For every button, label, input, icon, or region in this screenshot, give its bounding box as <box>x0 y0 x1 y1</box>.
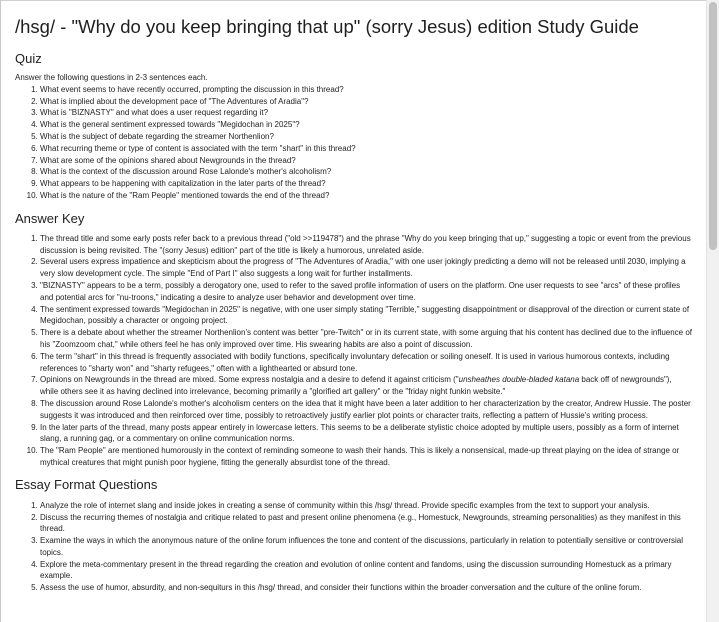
answer-item: 3. "BIZNASTY" appears to be a term, possibly a derogatory one, used to refer to the saved profile information of users on the platform. One user requests to see "arcs" of these profiles and potential arcs for "nu-troons," indicating a desire to analyze user behavior and development over time. <box>40 280 700 304</box>
essay-question: 3. Examine the ways in which the anonymous nature of the online forum influences the tone and content of the discussions, particularly in relation to potentially sensitive or controversial topics. <box>40 535 700 559</box>
quiz-question: 7. What are some of the opinions shared about Newgrounds in the thread? <box>40 155 700 167</box>
window-top-border <box>0 0 719 1</box>
answer-item: 1. The thread title and some early posts refer back to a previous thread ("old >>119478") and the phrase "Why do you keep bringing that up," suggesting a topic or event from the previous discussion is being revisited. The "(sorry Jesus) edition" part of the title is likely a humorous, unrelated aside. <box>40 233 700 257</box>
answer-item: 8. The discussion around Rose Lalonde's mother's alcoholism centers on the idea that it might have been a later addition to her characterization by the creator, Andrew Hussie. The poster suggests it was introduced and then reinforced over time, possibly to retroactively justify earlier plot points or character traits, reflecting a pattern of Hussie's writing process. <box>40 398 700 422</box>
quiz-question: 10. What is the nature of the "Ram People" mentioned towards the end of the thread? <box>40 190 700 202</box>
quiz-question: 3. What is "BIZNASTY" and what does a user request regarding it? <box>40 107 700 119</box>
answer-item: 9. In the later parts of the thread, many posts appear entirely in lowercase letters. This seems to be a deliberate stylistic choice adopted by multiple users, possibly as a form of internet slang, a running gag, or a commentary on online communication norms. <box>40 422 700 446</box>
quiz-instructions: Answer the following questions in 2-3 sentences each. <box>15 73 208 82</box>
quiz-question: 6. What recurring theme or type of content is associated with the term "shart" in this thread? <box>40 143 700 155</box>
quiz-heading: Quiz <box>15 51 42 66</box>
answer-text: Opinions on Newgrounds in the thread are mixed. Some express nostalgia and a desire to defend it against criticism (" <box>40 375 459 385</box>
quiz-question: 8. What is the context of the discussion around Rose Lalonde's mother's alcoholism? <box>40 166 700 178</box>
essay-section <box>15 477 700 594</box>
answer-key-heading: Answer Key <box>15 210 85 226</box>
essay-question: 5. Assess the use of humor, absurdity, and non-sequiturs in this /hsg/ thread, and consider their functions within the broader conversation and the culture of the online forum. <box>40 582 700 594</box>
essay-heading: Essay Format Questions <box>15 476 158 492</box>
essay-question: 4. Explore the meta-commentary present in the thread regarding the creation and evolution of online content and fandoms, using the discussion surrounding Homestuck as a primary example. <box>40 559 700 583</box>
quiz-question-list <box>15 84 700 202</box>
vertical-scrollbar[interactable] <box>706 0 719 622</box>
answer-item: 4. The sentiment expressed towards "Megidochan in 2025" is negative, with one user simply stating "Terrible," suggesting disappointment or disapproval of the direction or current state of Megidochan, possibly a character or ongoing project. <box>40 304 700 328</box>
answer-item: 5. There is a debate about whether the streamer Northenlion's content was better "pre-Twitch" or in its current state, with some arguing that his content has declined due to the influence of his "Zoomzoom chat," while others feel he has only improved over time. His swearing habits are also a point of discussion. <box>40 327 700 351</box>
answer-list <box>15 233 700 469</box>
window-left-border <box>0 0 1 622</box>
quiz-question: 2. What is implied about the development pace of "The Adventures of Aradia"? <box>40 96 700 108</box>
quiz-section <box>15 51 700 202</box>
scrollbar-thumb[interactable] <box>709 2 717 250</box>
quiz-question: 1. What event seems to have recently occurred, prompting the discussion in this thread? <box>40 84 700 96</box>
answer-italic-quote: unsheathes double-bladed katana <box>458 375 580 385</box>
document-title: /hsg/ - "Why do you keep bringing that up" (sorry Jesus) edition Study Guide <box>15 16 639 37</box>
essay-question: 2. Discuss the recurring themes of nostalgia and critique related to past and present online phenomena (e.g., Homestuck, Newgrounds, streaming personalities) as they manifest in this thread. <box>40 512 700 536</box>
answer-item: 2. Several users express impatience and skepticism about the progress of "The Adventures of Aradia," with one user jokingly predicting a demo will not be released until 2030, implying a very slow development cycle. The simple "End of Part I" also suggests a long wait for further installments. <box>40 256 700 280</box>
essay-question-list <box>15 500 700 594</box>
answer-key-section <box>15 211 700 469</box>
answer-item-newgrounds <box>40 374 700 398</box>
answer-item: 6. The term "shart" in this thread is frequently associated with bodily functions, specifically involuntary defecation or soiling oneself. It is used in various humorous contexts, including references to "sharty won" and "sharty refugees," often with a lighthearted or absurd tone. <box>40 351 700 375</box>
document-body <box>15 16 700 594</box>
answer-item: 10. The "Ram People" are mentioned humorously in the context of reminding someone to wash their hands. This is likely a nonsensical, made-up threat playing on the idea of strange or mythical creatures that might punish poor hygiene, fitting the generally absurdist tone of the thread. <box>40 445 700 469</box>
essay-question: 1. Analyze the role of internet slang and inside jokes in creating a sense of community within this /hsg/ thread. Provide specific examples from the text to support your analysis. <box>40 500 700 512</box>
quiz-question: 5. What is the subject of debate regarding the streamer Northenlion? <box>40 131 700 143</box>
answer-text: back off of newgrounds"), while others see it as having declined into irrelevance, becoming primarily a "glorified art gallery" or the "friday night funkin website." <box>40 375 672 397</box>
quiz-question: 4. What is the general sentiment expressed towards "Megidochan in 2025"? <box>40 119 700 131</box>
quiz-question: 9. What appears to be happening with capitalization in the later parts of the thread? <box>40 178 700 190</box>
